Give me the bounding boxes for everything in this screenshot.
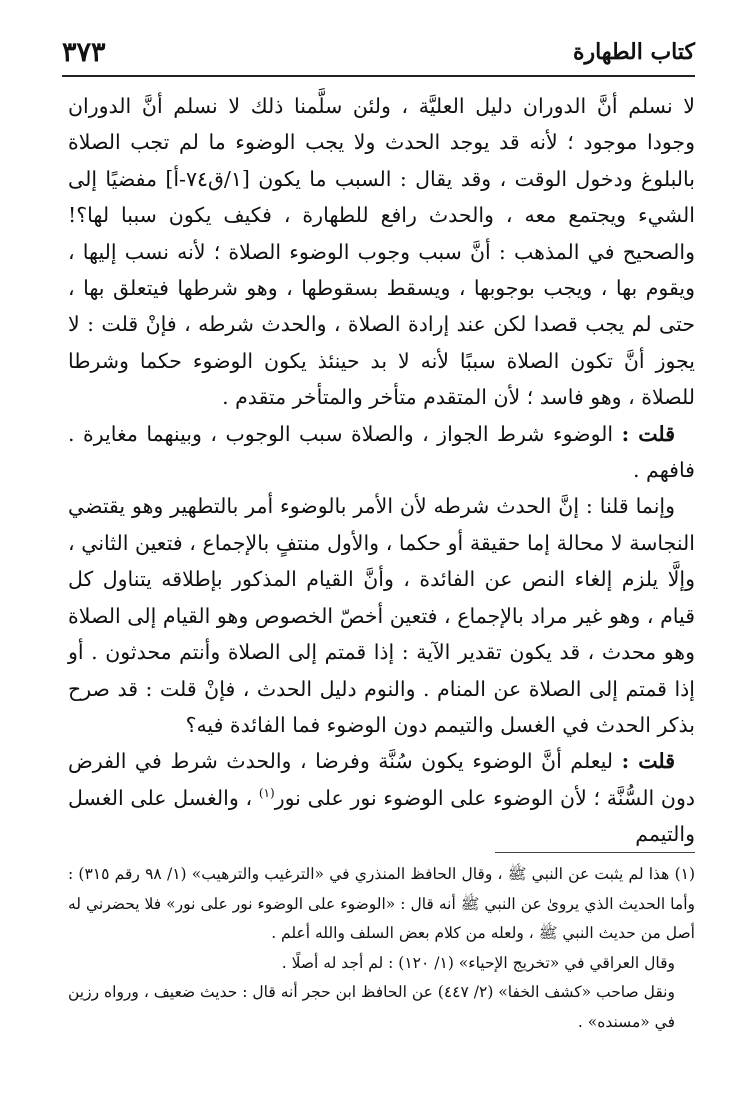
paragraph-3: وإنما قلنا : إنَّ الحدث شرطه لأن الأمر بالوضوء أمر بالتطهير وهو يقتضي النجاسة لا محالة إما حقيقة أو حكما ، والأول منتفٍ بالإجماع ، فتعين الثاني ، وإلَّا يلزم إلغاء النص عن الفائدة ، وأنَّ القيام المذكور بإطلاقه يتناول كل قيام ، وهو غير مراد بالإجماع ، فتعين أخصّ الخصوص وهو القيام إلى الصلاة وهو محدث ، قد يكون تقدير الآية : إذا قمتم إلى الصلاة وأنتم محدثون . أو إذا قمتم إلى الصلاة عن المنام . والنوم دليل الحدث ، فإنْ قلت : قد صرح بذكر الحدث في الغسل والتيمم دون الوضوء فما الفائدة فيه؟	[68, 494, 695, 737]
paragraph-2	[68, 416, 695, 489]
main-text	[68, 88, 695, 853]
footnote-1-iraqi: وقال العراقي في «تخريج الإحياء» (١/ ١٢٠) : لم أجد له أصلًا .	[281, 953, 675, 972]
qultu-label: قلت :	[621, 421, 675, 446]
footnotes	[68, 860, 695, 1037]
footnote-1-kashf: ونقل صاحب «كشف الخفا» (٢/ ٤٤٧) عن الحافظ ابن حجر أنه قال : حديث ضعيف ، ورواه رزين في «مسنده» .	[68, 983, 675, 1031]
footnote-1: (١) هذا لم يثبت عن النبي ﷺ ، وقال الحافظ المنذري في «الترغيب والترهيب» (١/ ٩٨ رقم ٣١٥) : وأما الحديث الذي يروىٰ عن النبي ﷺ أنه قال : «الوضوء على الوضوء نور على نور» فلا يحضرني له أصل من حديث النبي ﷺ ، ولعله من كلام بعض السلف والله أعلم .	[68, 865, 696, 942]
header-rule	[62, 75, 695, 77]
footnote-rule	[495, 852, 695, 853]
page-number: ٣٧٣	[62, 36, 106, 68]
running-header	[62, 30, 695, 74]
paragraph-4-text-a: ليعلم أنَّ الوضوء يكون سُنَّة وفرضا ، والحدث شرط في الفرض دون السُّنَّة ؛ لأن الوضوء على الوضوء نور على نور	[68, 749, 695, 810]
footnote-reference[interactable]: (١)	[258, 785, 275, 800]
paragraph-1: لا نسلم أنَّ الدوران دليل العليَّة ، ولئن سلَّمنا ذلك لا نسلم أنَّ الدوران وجودا موجود ؛ لأنه قد يوجد الحدث ولا يجب الوضوء ما لم تجب الصلاة بالبلوغ ودخول الوقت ، وقد يقال : السبب ما يكون [١/ق٧٤-أ] مفضيًا إلى الشيء ويجتمع معه ، والحدث رافع للطهارة ، فكيف يكون سببا لها؟! والصحيح في المذهب : أنَّ سبب وجوب الوضوء الصلاة ؛ لأنه نسب إليها ، ويقوم بها ، ويجب بوجوبها ، ويسقط بسقوطها ، وهو شرطها فيتعلق بها ، حتى لم يجب قصدا لكن عند إرادة الصلاة ، والحدث شرطه ، فإنْ قلت : لا يجوز أنَّ تكون الصلاة سببًا لأنه لا بد حينئذ يكون الوضوء حكما وشرطا للصلاة ، وهو فاسد ؛ لأن المتقدم متأخر والمتأخر متقدم .	[68, 94, 695, 410]
paragraph-4	[68, 743, 695, 852]
qultu-label: قلت :	[621, 749, 676, 774]
paragraph-2-text: الوضوء شرط الجواز ، والصلاة سبب الوجوب ، وبينهما مغايرة . فافهم .	[68, 421, 695, 483]
book-title: كتاب الطهارة	[572, 39, 695, 65]
paragraph-4-text-b: ، والغسل على الغسل والتيمم	[68, 785, 695, 847]
